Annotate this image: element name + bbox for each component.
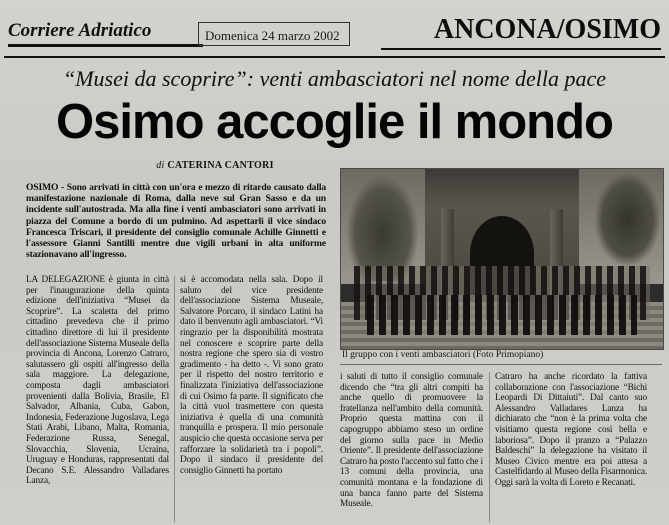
newspaper-title: Corriere Adriatico	[8, 20, 152, 41]
byline-prefix: di	[156, 160, 165, 171]
column-divider-1	[174, 276, 175, 522]
masthead-underline	[8, 44, 203, 47]
article-kicker: “Musei da scoprire”: venti ambasciatori nel nome della pace	[63, 66, 606, 91]
masthead-divider	[4, 56, 665, 58]
paragraph: si è accomodata nella sala. Dopo il saluto del vice presidente dell'associazione Sistema Museale, Salvatore Porcaro, il sindaco Latini ha dato il benvenuto agli ambasciatori. “Vi ringrazio per la disponibilità mostrata nel conoscere e scoprire parte della nostra regione che spero sia di vostro gradimento - ha detto -. Vi sono grato per il rispetto del nostro territorio e finalizzata l'iniziativa dell'associazione di cui Osimo fa parte. Il significato che la città vuol trasmettere con questa iniziativa è quella di una comunità tranquilla e prospera. Il mio personale auspicio che questa occasione serva per rafforzare la solidarietà tra i popoli”. Dopo il sindaco il presidente del consiglio Ginnetti ha portato	[180, 275, 323, 476]
masthead	[0, 0, 669, 56]
article-column-3	[340, 372, 483, 524]
article-lead-text: OSIMO - Sono arrivati in città con un'ora e mezzo di ritardo causato dalla manifestazione nazionale di Roma, dalla neve sul Gran Sasso e da un incidente sull'autostrada. Ma alla fine i venti ambasciatori sono arrivati in piazza del Comune a bordo di un pulmino. Ad aspettarli il vice sindaco Francesca Triscari, il presidente del consiglio comunale Achille Ginnetti e l'assessore Gianni Santilli mentre due vigili urbani in alta uniforme stazionavano all'ingresso.	[26, 182, 326, 261]
article-lead-paragraph	[26, 182, 326, 260]
article-column-1	[26, 275, 169, 523]
section-rule	[381, 48, 661, 50]
byline-author: CATERINA CANTORI	[167, 160, 274, 171]
photo-crowd-front-row	[367, 295, 637, 335]
photo-tree-right	[595, 173, 659, 267]
column-divider-2	[489, 372, 490, 522]
photo-caption: Il gruppo con i venti ambasciatori (Foto Primopiano)	[342, 350, 544, 360]
article-photo	[340, 168, 664, 350]
section-title: ANCONA/OSIMO	[433, 14, 661, 45]
article-headline: Osimo accoglie il mondo	[56, 95, 613, 149]
paragraph: LA DELEGAZIONE è giunta in città per l'inaugurazione della quinta edizione dell'iniziativa “Musei da Scoprire”. La scaletta del primo cittadino prevedeva che il primo cittadino direttore di lui il presidente dell'associazione Sistema Museale della provincia di Ancona, Lorenzo Catraro, salutassero gli ospiti all'ingresso della sala maggiore. La delegazione, composta dagli ambasciatori provenienti dalla Bolivia, Brasile, El Salvador, Albania, Cuba, Gabon, Indonesia, Federazione Jugoslava, Lega Stati Arabi, Libano, Malta, Romania, Federazione Russa, Senegal, Slovacchia, Slovenia, Ucraina, Uruguay e Honduras, rappresentati dal Decano S.E. Alessandro Valladares Lanza,	[26, 275, 169, 487]
photo-caption-divider	[340, 364, 662, 365]
article-column-4	[495, 372, 647, 524]
paragraph: i saluti di tutto il consiglio comunale dicendo che “tra gli altri compiti ha anche quello di promuovere la fratellanza nell'ambito della comunità. Proprio questa mattina con il capogruppo abbiamo steso un ordine del giorno sulla pace in Medio Oriente”. Il presidente dell'associazione Catraro ha posto l'accento sul fatto che i 13 comuni della provincia, una comunità montana e la fondazione di una banca fanno parte del Sistema Museale.	[340, 372, 483, 510]
photo-tree-left	[347, 176, 418, 280]
paragraph: Catraro ha anche ricordato la fattiva collaborazione con l'associazione “Bichì Leopardi Di Dittaiuti”. Dal canto suo Alessandro Valladares Lanza ha dichiarato che “non è la prima volta che visitiamo questa regione così bella e laboriosa”. Dopo il pranzo a “Palazzo Baldeschi” la delegazione ha visitato il Museo Civico mentre era poi attesa a Castelfidardo al Museo della Fisarmonica. Oggi sarà la volta di Loreto e Recanati.	[495, 372, 647, 488]
article-column-2	[180, 275, 323, 523]
issue-date: Domenica 24 marzo 2002	[205, 28, 340, 43]
